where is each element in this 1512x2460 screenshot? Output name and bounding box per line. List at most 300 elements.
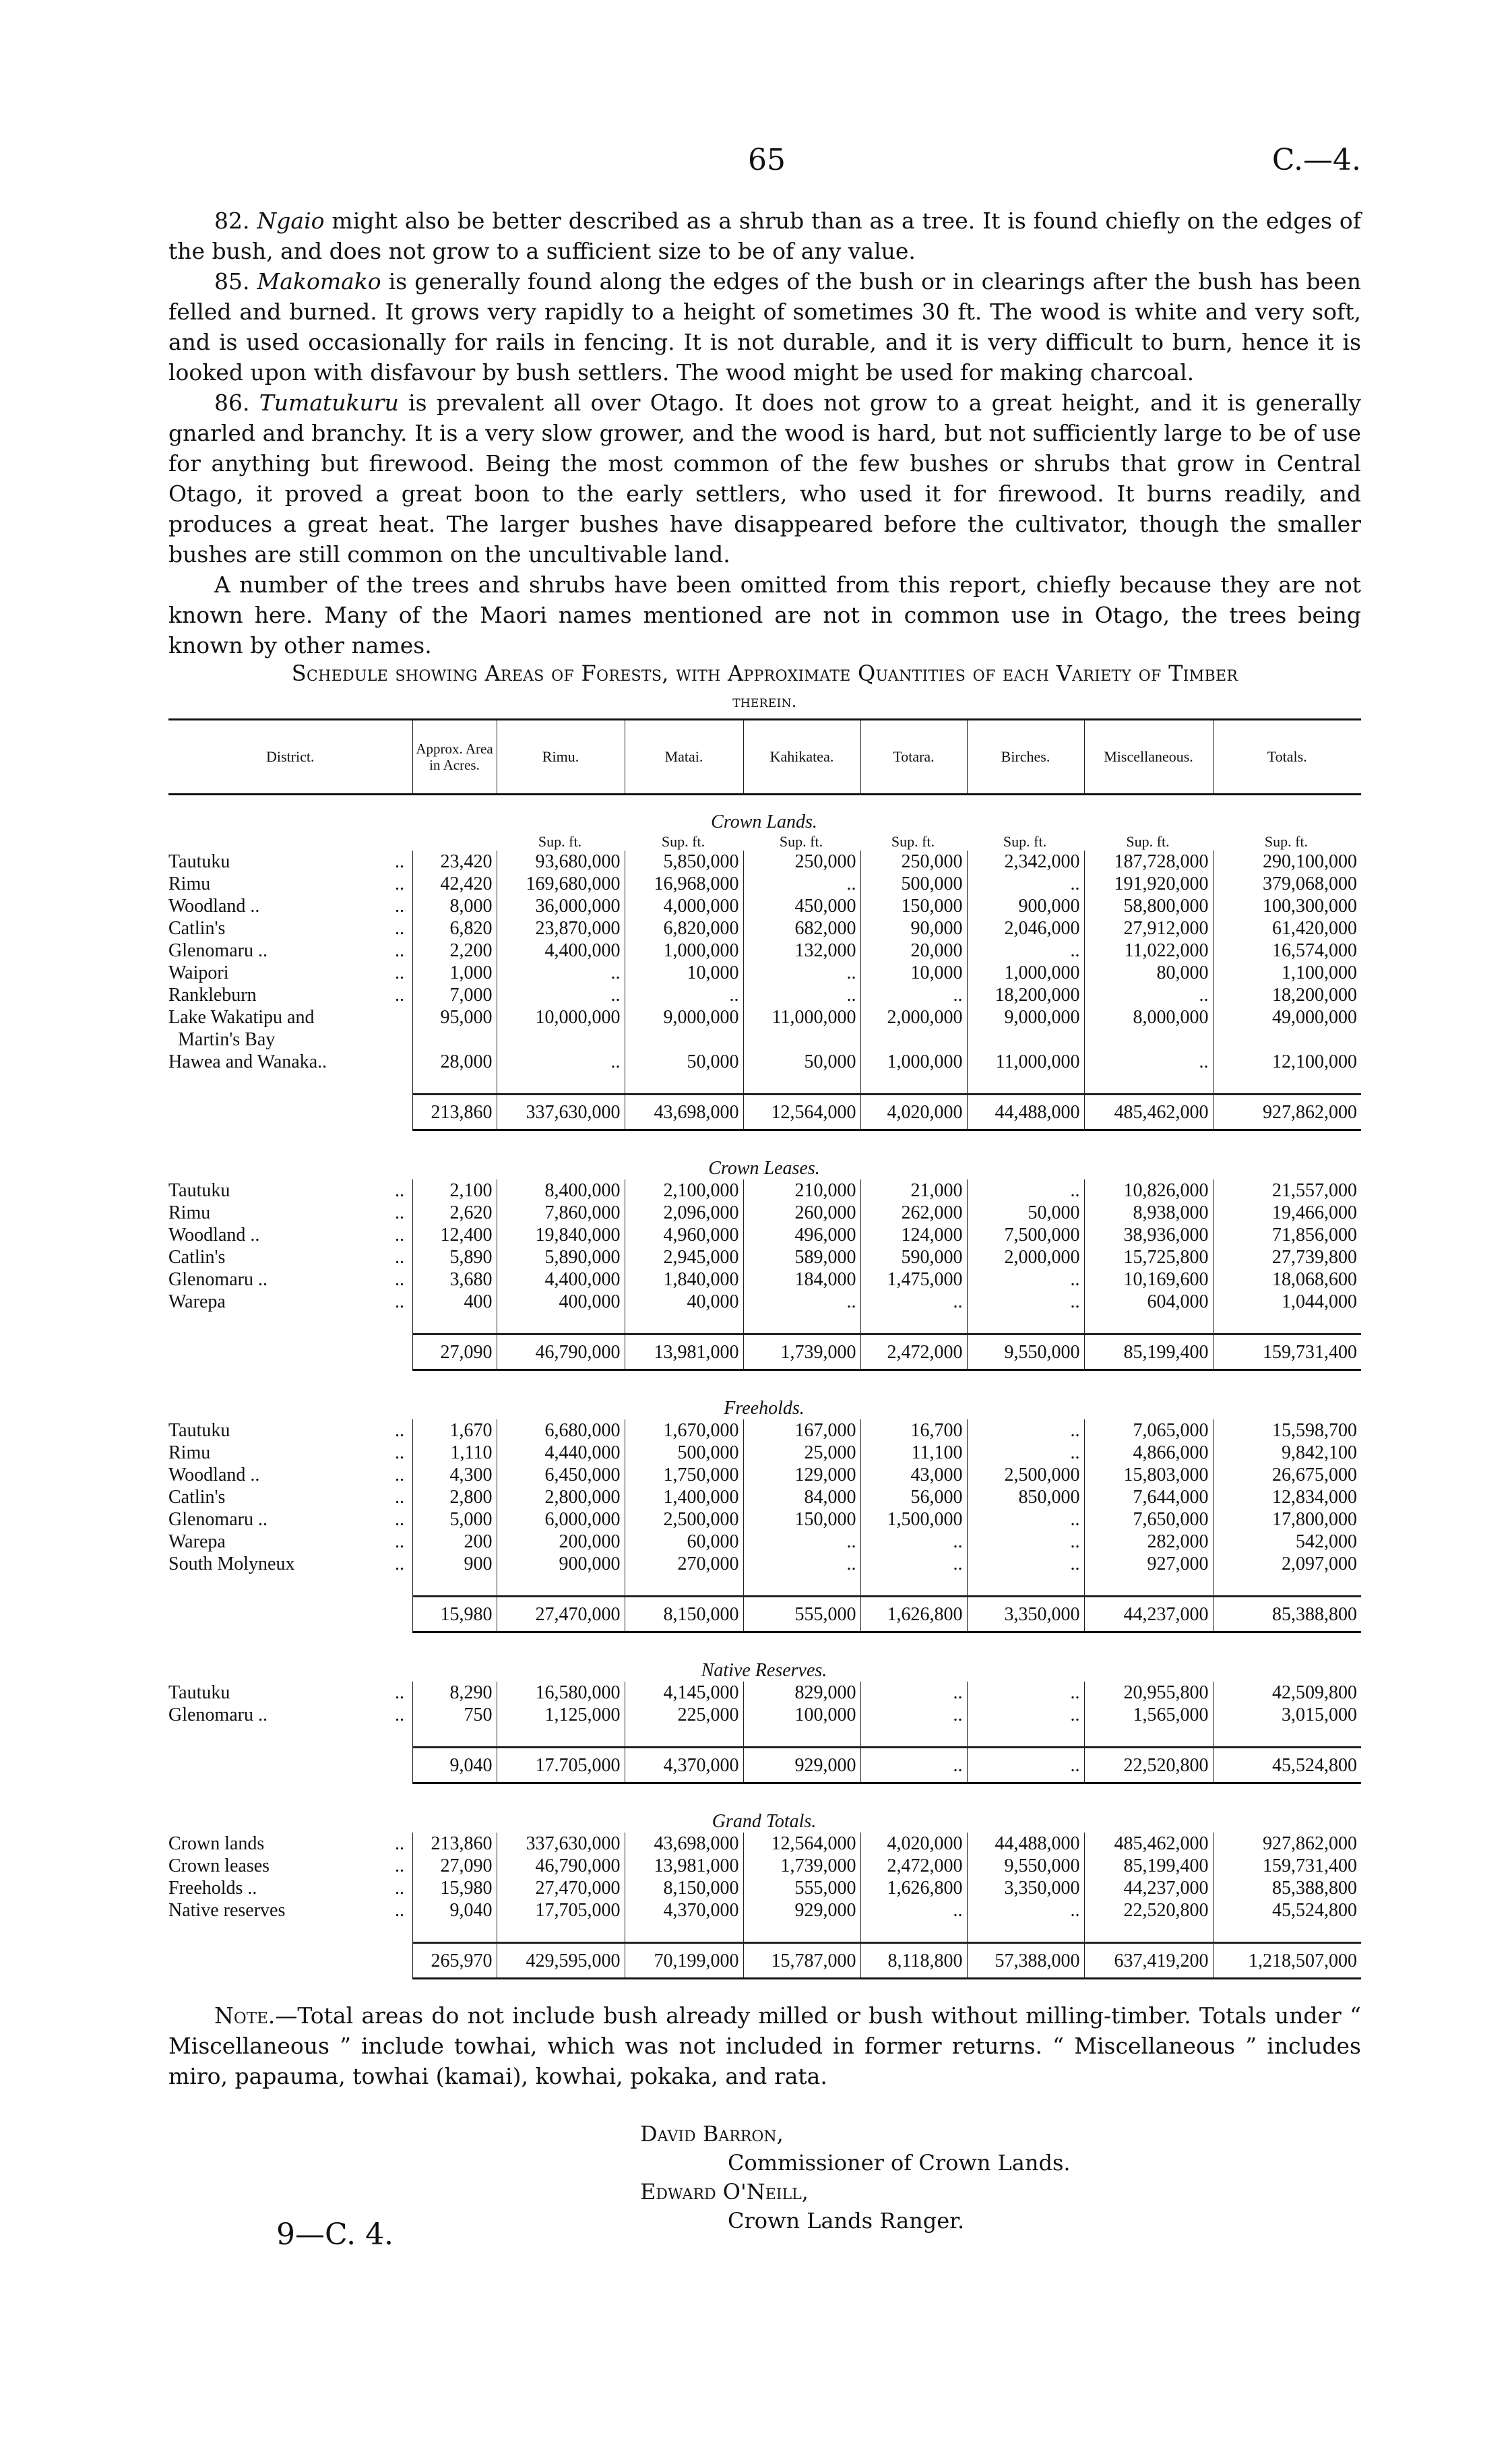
value-cell: 18,068,600 xyxy=(1213,1268,1361,1291)
district-name: Catlin's xyxy=(168,1487,226,1508)
body-text xyxy=(168,206,1361,660)
value-cell: 21,557,000 xyxy=(1213,1179,1361,1202)
signatory-name: David Barron, xyxy=(640,2121,784,2147)
schedule-title-line2: therein. xyxy=(732,692,797,711)
value-cell: 60,000 xyxy=(625,1531,743,1553)
leader-dots: .. xyxy=(395,962,404,983)
value-cell: 6,680,000 xyxy=(497,1419,625,1442)
units-label: Sup. ft. xyxy=(1126,833,1170,850)
table-row xyxy=(168,1682,1361,1704)
value-cell: .. xyxy=(860,1704,967,1726)
value-cell: 23,870,000 xyxy=(497,917,625,940)
leader-dots: .. xyxy=(395,1180,404,1201)
value-cell: .. xyxy=(860,1291,967,1313)
species-name: Makomako xyxy=(257,268,381,295)
value-cell: 50,000 xyxy=(625,1051,743,1073)
value-cell: 2,000,000 xyxy=(967,1246,1084,1268)
value-cell: 3,015,000 xyxy=(1213,1704,1361,1726)
note-text: —Total areas do not include bush already milled or bush without milling-timber. Totals under “ Miscellaneous ” include towhai, which was not included in former returns. “ Miscellaneous ” includes miro, papauma, towhai (kamai), kowhai, pokaka, and rata. xyxy=(168,2002,1361,2089)
table-row xyxy=(168,1419,1361,1442)
value-cell: 12,100,000 xyxy=(1213,1051,1361,1073)
value-cell: 4,960,000 xyxy=(625,1224,743,1246)
leader-dots: .. xyxy=(395,1855,404,1876)
value-cell: 10,826,000 xyxy=(1084,1179,1213,1202)
spacer xyxy=(412,1921,497,1943)
subtotal-cell: 15,787,000 xyxy=(743,1943,860,1979)
district-name: Rimu xyxy=(168,873,211,894)
value-cell: .. xyxy=(967,1899,1084,1921)
value-cell: 500,000 xyxy=(860,873,967,895)
spacer xyxy=(168,1130,412,1142)
paragraph xyxy=(168,388,1361,570)
column-header-matai: Matai. xyxy=(625,720,743,795)
paragraph-number: 85. xyxy=(214,268,250,295)
value-cell: 500,000 xyxy=(625,1442,743,1464)
section-heading-row xyxy=(168,1142,1361,1179)
value-cell: 184,000 xyxy=(743,1268,860,1291)
value-cell: 93,680,000 xyxy=(497,851,625,873)
value-cell: 19,466,000 xyxy=(1213,1202,1361,1224)
table-row xyxy=(168,1508,1361,1531)
table-row xyxy=(168,1268,1361,1291)
subtotal-cell: 44,237,000 xyxy=(1084,1597,1213,1632)
table-row xyxy=(168,984,1361,1006)
spacer xyxy=(1084,1726,1213,1748)
subtotal-cell: .. xyxy=(967,1748,1084,1783)
subtotal-cell: 85,388,800 xyxy=(1213,1597,1361,1632)
column-header-rimu: Rimu. xyxy=(497,720,625,795)
district-name: Tautuku xyxy=(168,851,230,872)
value-cell: 2,620 xyxy=(412,1202,497,1224)
value-cell: 15,980 xyxy=(412,1877,497,1899)
value-cell: 26,675,000 xyxy=(1213,1464,1361,1486)
value-cell: .. xyxy=(967,1419,1084,1442)
district-name: Hawea and Wanaka.. xyxy=(168,1051,327,1072)
subtotal-cell: 17.705,000 xyxy=(497,1748,625,1783)
value-cell: 49,000,000 xyxy=(1213,1006,1361,1028)
units-label: Sup. ft. xyxy=(1264,833,1309,850)
paragraph-number: 86. xyxy=(214,390,250,416)
value-cell: 13,981,000 xyxy=(625,1855,743,1877)
species-name: Ngaio xyxy=(257,208,325,234)
leader-dots: .. xyxy=(395,1878,404,1899)
district-cell xyxy=(168,1202,412,1224)
value-cell: 210,000 xyxy=(743,1179,860,1202)
value-cell: 485,462,000 xyxy=(1084,1833,1213,1855)
district-name: South Molyneux xyxy=(168,1554,295,1574)
value-cell: 11,000,000 xyxy=(743,1006,860,1028)
spacer xyxy=(168,1313,412,1334)
spacer xyxy=(860,1073,967,1095)
subtotal-cell: 45,524,800 xyxy=(1213,1748,1361,1783)
schedule-title-line1: Schedule showing Areas of Forests, with Approximate Quantities of each Variety of Timber xyxy=(291,660,1238,686)
value-cell: 829,000 xyxy=(743,1682,860,1704)
value-cell: 1,000,000 xyxy=(860,1051,967,1073)
value-cell: 589,000 xyxy=(743,1246,860,1268)
species-name: Tumatukuru xyxy=(259,390,399,416)
value-cell: 2,500,000 xyxy=(625,1508,743,1531)
district-cell xyxy=(168,1899,412,1921)
district-name: Woodland .. xyxy=(168,896,260,917)
leader-dots: .. xyxy=(395,1465,404,1485)
units-spacer xyxy=(412,833,497,851)
value-cell: .. xyxy=(967,1704,1084,1726)
value-cell: 337,630,000 xyxy=(497,1833,625,1855)
subtotal-cell: 3,350,000 xyxy=(967,1597,1084,1632)
value-cell: 450,000 xyxy=(743,895,860,917)
value-cell: 100,000 xyxy=(743,1704,860,1726)
district-cell xyxy=(168,1268,412,1291)
column-header-district: District. xyxy=(168,720,412,795)
spacer-row xyxy=(168,1313,1361,1334)
value-cell: 2,800 xyxy=(412,1486,497,1508)
table-row xyxy=(168,1442,1361,1464)
leader-dots: .. xyxy=(395,1900,404,1921)
subtotal-cell: 43,698,000 xyxy=(625,1095,743,1130)
value-cell: .. xyxy=(967,1179,1084,1202)
value-cell: 2,472,000 xyxy=(860,1855,967,1877)
table-row xyxy=(168,1531,1361,1553)
leader-dots: .. xyxy=(395,1420,404,1441)
signatory-name: Edward O'Neill, xyxy=(640,2179,809,2205)
units-spacer xyxy=(168,833,412,851)
section-rule xyxy=(168,1130,1361,1142)
spacer xyxy=(967,1726,1084,1748)
table-row xyxy=(168,1833,1361,1855)
leader-dots: .. xyxy=(395,985,404,1006)
spacer xyxy=(412,1575,497,1597)
subtotal-row xyxy=(168,1943,1361,1979)
value-cell: 56,000 xyxy=(860,1486,967,1508)
value-cell: 900,000 xyxy=(967,895,1084,917)
value-cell: 1,000,000 xyxy=(967,962,1084,984)
table-header-row xyxy=(168,720,1361,795)
value-cell: 9,000,000 xyxy=(967,1006,1084,1028)
value-cell: 2,096,000 xyxy=(625,1202,743,1224)
value-cell: 19,840,000 xyxy=(497,1224,625,1246)
value-cell: 12,564,000 xyxy=(743,1833,860,1855)
district-name: Glenomaru .. xyxy=(168,1269,267,1290)
value-cell: 95,000 xyxy=(412,1006,497,1028)
value-cell: .. xyxy=(967,873,1084,895)
section-rule xyxy=(168,1632,1361,1644)
value-cell: 400,000 xyxy=(497,1291,625,1313)
district-cell xyxy=(168,851,412,873)
spacer xyxy=(497,1073,625,1095)
leader-dots: .. xyxy=(395,896,404,917)
table-row xyxy=(168,1179,1361,1202)
value-cell: 167,000 xyxy=(743,1419,860,1442)
district-cell xyxy=(168,1682,412,1704)
subtotal-row xyxy=(168,1748,1361,1783)
value-cell: .. xyxy=(860,1682,967,1704)
value-cell: 282,000 xyxy=(1084,1531,1213,1553)
leader-dots: .. xyxy=(395,918,404,939)
value-cell: 42,509,800 xyxy=(1213,1682,1361,1704)
district-name: Rankleburn xyxy=(168,985,257,1006)
subtotal-cell: 46,790,000 xyxy=(497,1334,625,1370)
subtotal-label xyxy=(168,1334,412,1370)
district-cell xyxy=(168,1855,412,1877)
value-cell: 5,000 xyxy=(412,1508,497,1531)
value-cell: 4,440,000 xyxy=(497,1442,625,1464)
value-cell: 85,388,800 xyxy=(1213,1877,1361,1899)
section-heading: Native Reserves. xyxy=(701,1660,827,1681)
value-cell: 4,866,000 xyxy=(1084,1442,1213,1464)
subtotal-cell: 213,860 xyxy=(412,1095,497,1130)
value-cell: 18,200,000 xyxy=(967,984,1084,1006)
value-cell xyxy=(412,1028,497,1051)
value-cell: 200 xyxy=(412,1531,497,1553)
value-cell: 2,200 xyxy=(412,940,497,962)
value-cell: 250,000 xyxy=(743,851,860,873)
value-cell: .. xyxy=(860,1899,967,1921)
rule-line xyxy=(412,1632,1361,1644)
value-cell: 27,470,000 xyxy=(497,1877,625,1899)
spacer xyxy=(1213,1313,1361,1334)
subtotal-cell: .. xyxy=(860,1748,967,1783)
section-heading: Grand Totals. xyxy=(712,1811,817,1832)
subtotal-cell: 27,090 xyxy=(412,1334,497,1370)
district-name: Woodland .. xyxy=(168,1225,260,1246)
subtotal-cell: 1,626,800 xyxy=(860,1597,967,1632)
value-cell: 46,790,000 xyxy=(497,1855,625,1877)
value-cell: 16,700 xyxy=(860,1419,967,1442)
value-cell: 7,860,000 xyxy=(497,1202,625,1224)
column-header-miscellaneous: Miscellaneous. xyxy=(1084,720,1213,795)
value-cell: 2,000,000 xyxy=(860,1006,967,1028)
district-cell xyxy=(168,940,412,962)
subtotal-cell: 485,462,000 xyxy=(1084,1095,1213,1130)
value-cell: 4,145,000 xyxy=(625,1682,743,1704)
rule-line xyxy=(412,1979,1361,1991)
spacer xyxy=(1084,1575,1213,1597)
value-cell: .. xyxy=(967,940,1084,962)
paragraph xyxy=(168,266,1361,388)
paragraph-text: is prevalent all over Otago. It does not grow to a great height, and it is generally gnarled and branchy. It is a very slow grower, and the wood is hard, but not sufficiently large to be of use for anything but firewood. Being the most common of the few bushes or shrubs that grow in Central Otago, it proved a great boon to the early settlers, who used it for firewood. It burns readily, and produces a great heat. The larger bushes have disappeared before the cultivator, though the smaller bushes are still common on the uncultivable land. xyxy=(168,390,1361,567)
paragraph-number: 82. xyxy=(214,208,250,234)
subtotal-cell: 8,118,800 xyxy=(860,1943,967,1979)
value-cell: 929,000 xyxy=(743,1899,860,1921)
subtotal-label xyxy=(168,1943,412,1979)
value-cell: 50,000 xyxy=(743,1051,860,1073)
table-row xyxy=(168,1464,1361,1486)
subtotal-row xyxy=(168,1597,1361,1632)
value-cell: 3,350,000 xyxy=(967,1877,1084,1899)
district-name: Tautuku xyxy=(168,1682,230,1703)
value-cell: 4,300 xyxy=(412,1464,497,1486)
spacer xyxy=(967,1073,1084,1095)
value-cell xyxy=(625,1028,743,1051)
value-cell: 850,000 xyxy=(967,1486,1084,1508)
value-cell: 15,598,700 xyxy=(1213,1419,1361,1442)
spacer xyxy=(743,1921,860,1943)
table-row xyxy=(168,962,1361,984)
district-cell xyxy=(168,1051,412,1073)
value-cell: .. xyxy=(860,984,967,1006)
spacer-row xyxy=(168,1726,1361,1748)
value-cell: 132,000 xyxy=(743,940,860,962)
leader-dots: .. xyxy=(395,851,404,872)
value-cell: 169,680,000 xyxy=(497,873,625,895)
spacer-row xyxy=(168,1921,1361,1943)
section-heading-row xyxy=(168,1795,1361,1833)
value-cell: 27,739,800 xyxy=(1213,1246,1361,1268)
value-cell: 10,000,000 xyxy=(497,1006,625,1028)
value-cell: 2,100,000 xyxy=(625,1179,743,1202)
rule-line xyxy=(412,1130,1361,1142)
units-label: Sup. ft. xyxy=(1003,833,1047,850)
value-cell: .. xyxy=(860,1531,967,1553)
signatory-title: Crown Lands Ranger. xyxy=(728,2208,965,2234)
district-cell xyxy=(168,962,412,984)
leader-dots: .. xyxy=(395,1682,404,1703)
value-cell: 8,000,000 xyxy=(1084,1006,1213,1028)
value-cell: 21,000 xyxy=(860,1179,967,1202)
value-cell: 1,626,800 xyxy=(860,1877,967,1899)
value-cell: 2,945,000 xyxy=(625,1246,743,1268)
rule-line xyxy=(412,1783,1361,1795)
value-cell: .. xyxy=(967,1442,1084,1464)
spacer xyxy=(1213,1073,1361,1095)
spacer xyxy=(1213,1726,1361,1748)
value-cell: 7,650,000 xyxy=(1084,1508,1213,1531)
rule-line xyxy=(412,1370,1361,1382)
value-cell: 4,400,000 xyxy=(497,1268,625,1291)
leader-dots: .. xyxy=(395,1554,404,1574)
value-cell: 15,725,800 xyxy=(1084,1246,1213,1268)
value-cell: 542,000 xyxy=(1213,1531,1361,1553)
leader-dots: .. xyxy=(395,1269,404,1290)
table-row xyxy=(168,873,1361,895)
table-row xyxy=(168,1006,1361,1028)
spacer xyxy=(625,1726,743,1748)
table-row xyxy=(168,1246,1361,1268)
district-cell xyxy=(168,1486,412,1508)
spacer xyxy=(412,1313,497,1334)
value-cell: 927,000 xyxy=(1084,1553,1213,1575)
spacer-row xyxy=(168,1575,1361,1597)
value-cell: .. xyxy=(743,873,860,895)
subtotal-cell: 4,370,000 xyxy=(625,1748,743,1783)
table-row xyxy=(168,917,1361,940)
value-cell: 28,000 xyxy=(412,1051,497,1073)
district-cell xyxy=(168,1006,412,1028)
value-cell xyxy=(1084,1028,1213,1051)
leader-dots: .. xyxy=(395,1487,404,1508)
value-cell: 44,488,000 xyxy=(967,1833,1084,1855)
spacer xyxy=(412,1073,497,1095)
district-cell xyxy=(168,873,412,895)
spacer xyxy=(1213,1575,1361,1597)
value-cell: 43,698,000 xyxy=(625,1833,743,1855)
paragraph xyxy=(168,570,1361,660)
schedule-title xyxy=(168,659,1361,716)
column-header-birches: Birches. xyxy=(967,720,1084,795)
subtotal-cell: 44,488,000 xyxy=(967,1095,1084,1130)
value-cell: 25,000 xyxy=(743,1442,860,1464)
district-cell xyxy=(168,1704,412,1726)
spacer xyxy=(1213,1921,1361,1943)
spacer xyxy=(168,1370,412,1382)
value-cell: 187,728,000 xyxy=(1084,851,1213,873)
value-cell: 250,000 xyxy=(860,851,967,873)
spacer xyxy=(967,1575,1084,1597)
value-cell: 100,300,000 xyxy=(1213,895,1361,917)
units-label: Sup. ft. xyxy=(779,833,823,850)
value-cell: 6,820,000 xyxy=(625,917,743,940)
value-cell: 4,370,000 xyxy=(625,1899,743,1921)
subtotal-cell: 429,595,000 xyxy=(497,1943,625,1979)
value-cell: 400 xyxy=(412,1291,497,1313)
value-cell: .. xyxy=(967,1508,1084,1531)
section-heading-row xyxy=(168,1644,1361,1682)
value-cell: 4,000,000 xyxy=(625,895,743,917)
value-cell: 12,400 xyxy=(412,1224,497,1246)
table-row xyxy=(168,1877,1361,1899)
value-cell: .. xyxy=(743,1531,860,1553)
spacer xyxy=(168,1073,412,1095)
spacer-row xyxy=(168,1073,1361,1095)
spacer xyxy=(743,1575,860,1597)
value-cell: 7,000 xyxy=(412,984,497,1006)
value-cell: 27,090 xyxy=(412,1855,497,1877)
value-cell: 900,000 xyxy=(497,1553,625,1575)
table-row xyxy=(168,1486,1361,1508)
subtotal-label xyxy=(168,1597,412,1632)
column-header-kahikatea: Kahikatea. xyxy=(743,720,860,795)
value-cell: 1,500,000 xyxy=(860,1508,967,1531)
value-cell: .. xyxy=(743,962,860,984)
column-header-area: Approx. Area in Acres. xyxy=(412,720,497,795)
leader-dots: .. xyxy=(395,1247,404,1268)
spacer xyxy=(625,1921,743,1943)
subtotal-cell: 2,472,000 xyxy=(860,1334,967,1370)
value-cell: 750 xyxy=(412,1704,497,1726)
spacer xyxy=(625,1575,743,1597)
value-cell: 9,000,000 xyxy=(625,1006,743,1028)
value-cell: 2,100 xyxy=(412,1179,497,1202)
value-cell: 1,565,000 xyxy=(1084,1704,1213,1726)
value-cell: .. xyxy=(967,1682,1084,1704)
district-cell xyxy=(168,1833,412,1855)
value-cell: 1,670 xyxy=(412,1419,497,1442)
subtotal-cell: 159,731,400 xyxy=(1213,1334,1361,1370)
table-row xyxy=(168,940,1361,962)
spacer xyxy=(497,1575,625,1597)
value-cell: 11,022,000 xyxy=(1084,940,1213,962)
value-cell: 213,860 xyxy=(412,1833,497,1855)
district-name: Crown lands xyxy=(168,1833,265,1854)
signature-mark: 9—C. 4. xyxy=(276,2217,394,2252)
section-heading: Crown Leases. xyxy=(708,1158,820,1179)
value-cell: 43,000 xyxy=(860,1464,967,1486)
value-cell xyxy=(860,1028,967,1051)
spacer xyxy=(168,1783,412,1795)
value-cell: .. xyxy=(1084,1051,1213,1073)
value-cell: .. xyxy=(743,984,860,1006)
district-name: Martin's Bay xyxy=(168,1029,276,1050)
column-header-totara: Totara. xyxy=(860,720,967,795)
value-cell: 42,420 xyxy=(412,873,497,895)
table-body xyxy=(168,795,1361,1991)
value-cell: 15,803,000 xyxy=(1084,1464,1213,1486)
spacer xyxy=(168,1575,412,1597)
section-rule xyxy=(168,1783,1361,1795)
leader-dots: .. xyxy=(395,1202,404,1223)
subtotal-cell: 337,630,000 xyxy=(497,1095,625,1130)
subtotal-cell: 265,970 xyxy=(412,1943,497,1979)
